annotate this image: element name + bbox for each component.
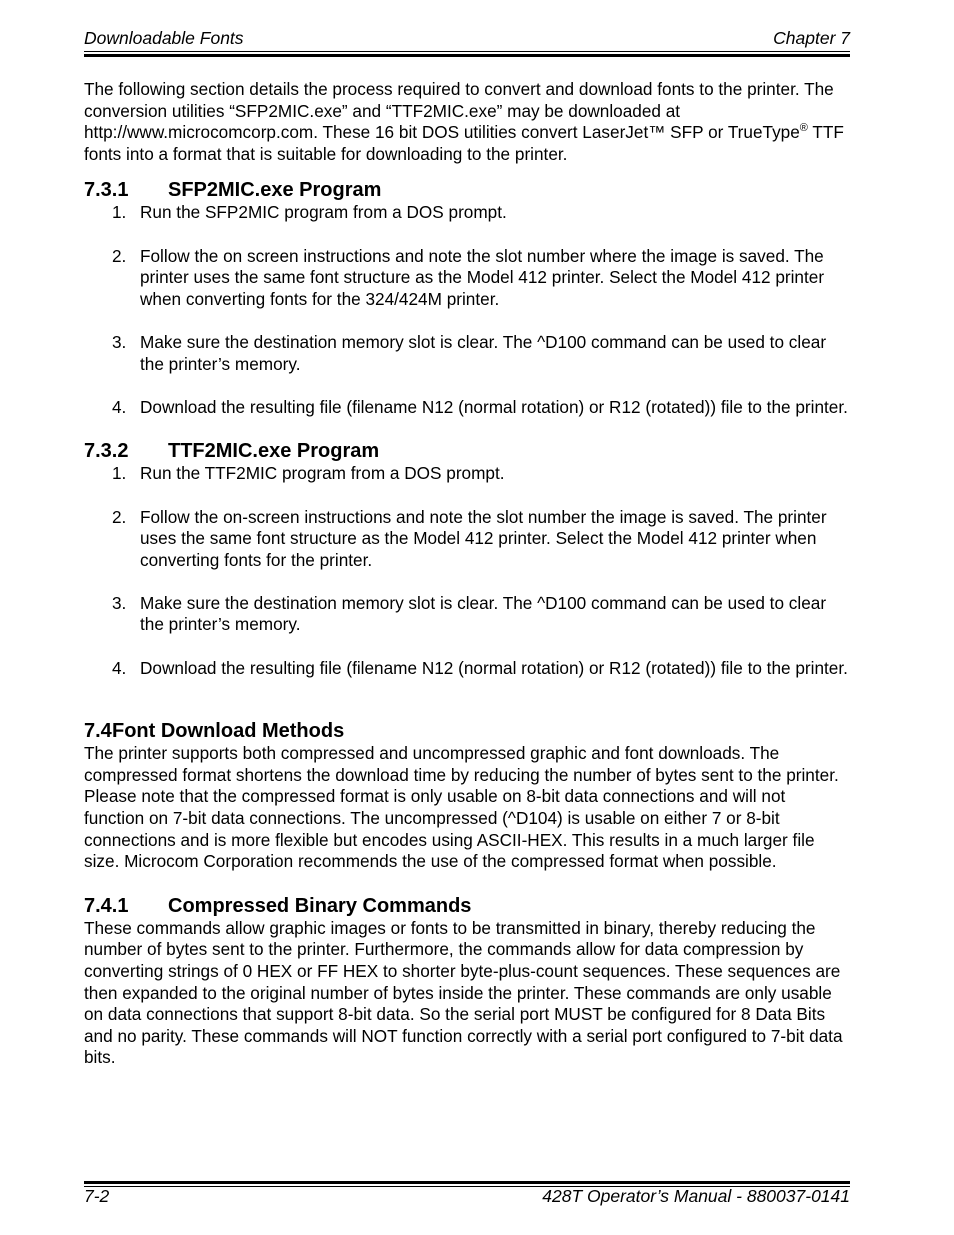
list-text: Download the resulting file (filename N12 (normal rotation) or R12 (rotated)) file to the printer. [140,657,848,678]
footer-manual-title: 428T Operator’s Manual - 880037-0141 [542,1186,850,1206]
list-number: 4. [112,657,127,678]
intro-text-a: The following section details the process required to convert and download fonts to the printer. The conversion utilities “SFP2MIC.exe” and “TTF2MIC.exe” may be downloaded at http://www.microcomcorp.com. These 16 bit DOS utilities convert LaserJet™ SFP or TrueType [84,79,834,143]
header-chapter: Chapter 7 [773,28,850,48]
heading-7-3-2 [84,439,850,463]
intro-text-b: TTF fonts into a format that is suitable for downloading to the printer. [84,122,844,164]
footer-rule-thick [84,1181,850,1184]
footer-page-number: 7-2 [84,1186,110,1206]
heading-number: 7.3.1 [84,179,129,202]
header-rule-thick [84,54,850,57]
list-text: Follow the on-screen instructions and note the slot number the image is saved. The printer uses the same font structure as the Model 412 printer. Select the Model 412 printer when converting fonts for the printer. [140,506,827,570]
list-item [84,332,850,375]
list-item [84,246,850,311]
list-text: Follow the on screen instructions and note the slot number where the image is saved. The printer uses the same font structure as the Model 412 printer. Select the Model 412 printer when converting fonts for the 324/424M printer. [140,245,825,309]
list-item [84,658,850,680]
heading-7-4 [84,719,850,743]
heading-title: Font Download Methods [112,720,345,743]
list-item [84,593,850,636]
heading-number: 7.4 [84,720,112,743]
ttf2mic-steps [84,463,850,679]
heading-7-3-1 [84,178,850,202]
list-number: 1. [112,202,127,223]
heading-7-4-1 [84,894,850,918]
header-rule-thin [84,51,850,52]
list-number: 4. [112,396,127,417]
list-number: 2. [112,245,127,266]
heading-title: Compressed Binary Commands [168,894,472,917]
list-text: Run the SFP2MIC program from a DOS prompt. [140,202,507,223]
list-item [84,507,850,572]
heading-title: TTF2MIC.exe Program [168,440,380,463]
list-number: 2. [112,506,127,527]
heading-number: 7.3.2 [84,440,129,463]
list-number: 1. [112,463,127,484]
registered-mark: ® [799,122,808,135]
heading-number: 7.4.1 [84,894,129,917]
list-number: 3. [112,331,127,352]
intro-paragraph [84,79,850,165]
font-download-methods-paragraph: The printer supports both compressed and uncompressed graphic and font downloads. The compressed format shortens the download time by reducing the number of bytes sent to the printer. Please note that the compressed format is only usable on 8-bit data connections and will not function on 7-bit data connections. The uncompressed (^D104) is usable on either 7 or 8-bit connections and is more flexible but encodes using ASCII-HEX. This results in a much larger file size. Microcom Corporation recommends the use of the compressed format when possible. [84,743,839,872]
page-header [84,28,850,52]
list-text: Make sure the destination memory slot is clear. The ^D100 command can be used to clear the printer’s memory. [140,331,827,374]
page-footer [84,1186,850,1210]
list-number: 3. [112,592,127,613]
list-item [84,202,850,224]
list-text: Make sure the destination memory slot is clear. The ^D100 command can be used to clear the printer’s memory. [140,592,827,635]
list-text: Download the resulting file (filename N12 (normal rotation) or R12 (rotated)) file to the printer. [140,396,848,417]
heading-title: SFP2MIC.exe Program [168,179,382,202]
header-section-title: Downloadable Fonts [84,28,244,48]
list-item [84,463,850,485]
page-content [84,79,850,1069]
sfp2mic-steps [84,202,850,418]
list-text: Run the TTF2MIC program from a DOS prompt. [140,463,505,484]
list-item [84,397,850,419]
compressed-binary-paragraph: These commands allow graphic images or fonts to be transmitted in binary, thereby reducing the number of bytes sent to the printer. Furthermore, the commands allow for data compression by converting strings of 0 HEX or FF HEX to shorter byte-plus-count sequences. These sequences are then expanded to the original number of bytes inside the printer. These commands are only usable on data connections that support 8-bit data. So the serial port MUST be configured for 8 Data Bits and no parity. These commands will NOT function correctly with a serial port configured to 7-bit data bits. [84,917,843,1068]
